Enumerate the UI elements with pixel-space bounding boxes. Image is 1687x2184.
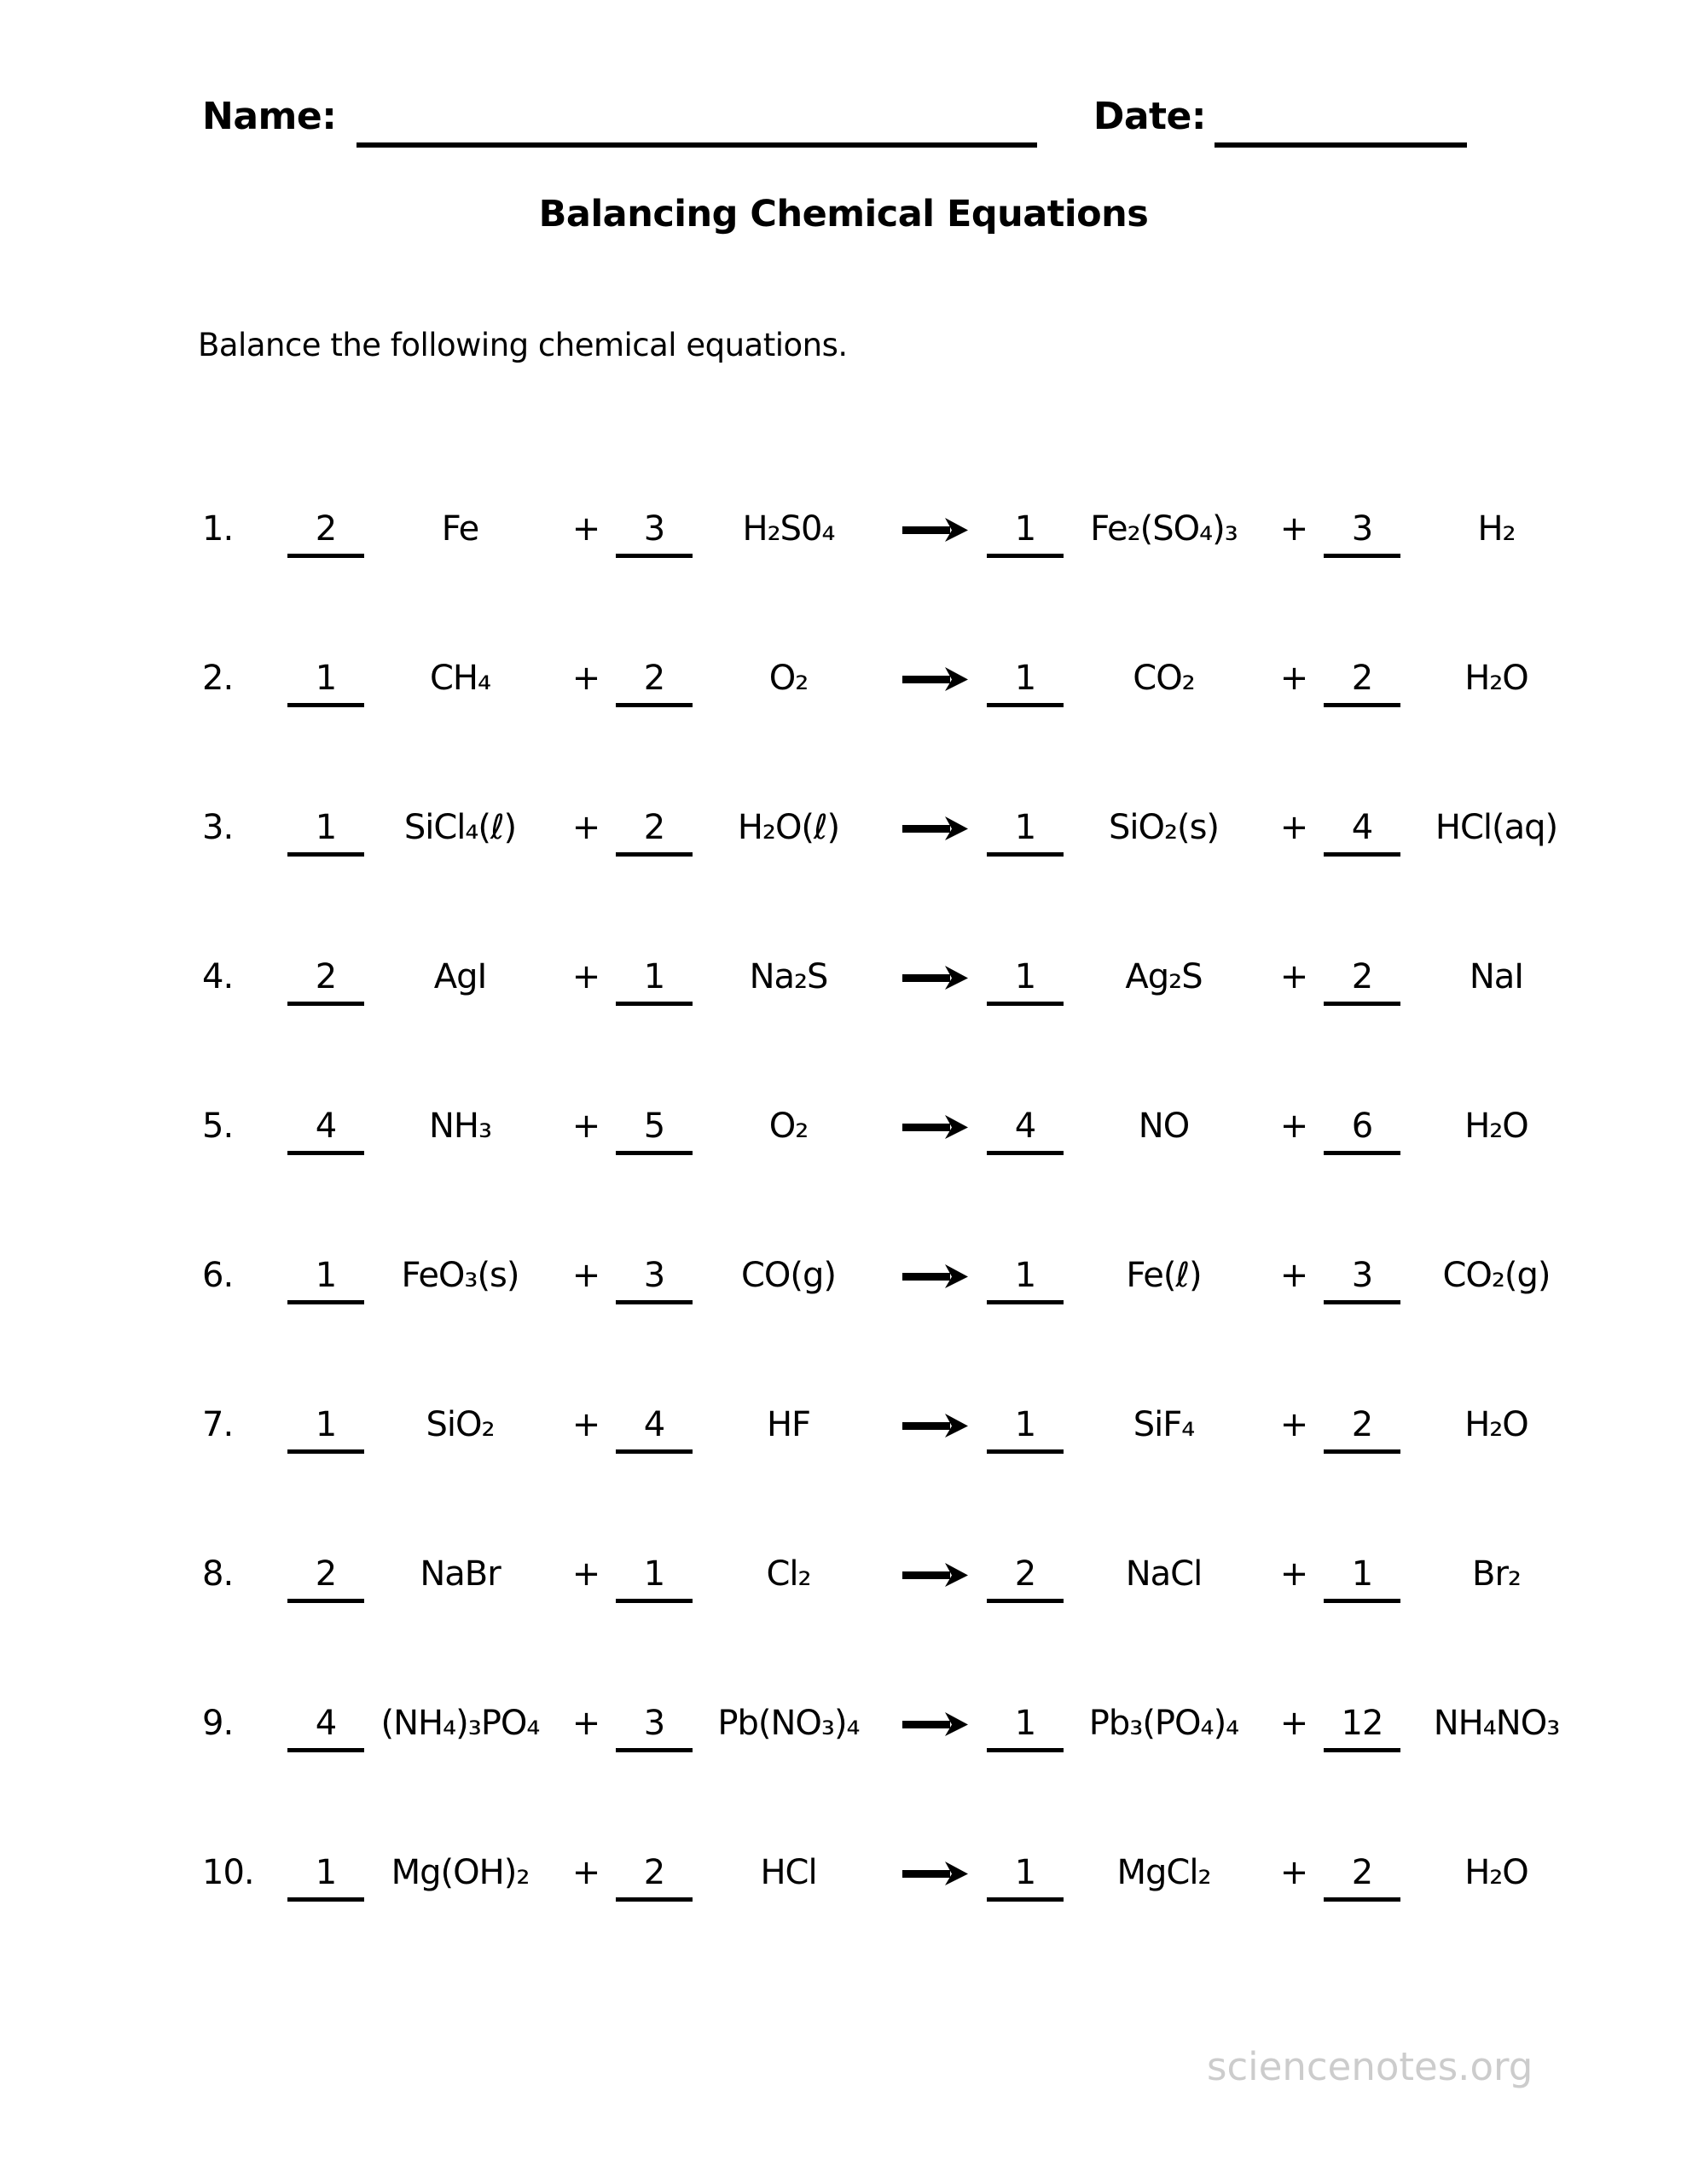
equations-list [202, 458, 1592, 1951]
reactant-formula: Fe [441, 509, 479, 549]
equation-row-4 [202, 906, 1592, 1055]
coefficient-blank: 12 [1324, 1704, 1400, 1752]
plus-sign: + [1279, 509, 1308, 549]
coefficient-blank: 1 [287, 1256, 364, 1304]
product-formula: SiF₄ [1133, 1405, 1195, 1444]
product-formula: H₂O [1464, 1107, 1528, 1146]
coefficient-blank: 1 [616, 1554, 693, 1603]
plus-sign: + [1279, 808, 1308, 847]
coefficient-blank: 1 [987, 659, 1064, 707]
coefficient-blank: 3 [616, 509, 693, 558]
reactant-formula: H₂O(ℓ) [737, 808, 840, 847]
coefficient-blank: 4 [287, 1704, 364, 1752]
coefficient-blank: 3 [616, 1704, 693, 1752]
right-arrow-icon [884, 957, 987, 996]
coefficient-blank: 2 [1324, 659, 1400, 707]
product-formula: SiO₂(s) [1108, 808, 1220, 847]
right-arrow-icon [884, 1405, 987, 1444]
right-arrow-icon [884, 1107, 987, 1146]
coefficient-blank: 6 [1324, 1107, 1400, 1155]
coefficient-blank: 2 [1324, 1405, 1400, 1454]
footer-watermark: sciencenotes.org [1207, 2044, 1533, 2089]
coefficient-blank: 4 [616, 1405, 693, 1454]
date-label: Date: [1093, 95, 1206, 138]
coefficient-blank: 2 [287, 957, 364, 1006]
equation-number: 8. [202, 1554, 234, 1594]
coefficient-blank: 1 [287, 1405, 364, 1454]
equation-row-9 [202, 1653, 1592, 1802]
coefficient-blank: 4 [287, 1107, 364, 1155]
equation-row-3 [202, 757, 1592, 906]
reactant-formula: CO(g) [740, 1256, 836, 1295]
coefficient-blank: 2 [1324, 1853, 1400, 1902]
reactant-formula: CH₄ [429, 659, 491, 698]
coefficient-blank: 1 [987, 509, 1064, 558]
coefficient-blank: 4 [987, 1107, 1064, 1155]
equation-row-6 [202, 1205, 1592, 1354]
equation-number: 5. [202, 1107, 234, 1146]
product-formula: H₂O [1464, 1853, 1528, 1892]
coefficient-blank: 2 [287, 1554, 364, 1603]
coefficient-blank: 2 [1324, 957, 1400, 1006]
reactant-formula: Na₂S [749, 957, 828, 996]
equation-row-7 [202, 1354, 1592, 1503]
equation-number: 4. [202, 957, 234, 996]
product-formula: H₂O [1464, 1405, 1528, 1444]
reactant-formula: HCl [760, 1853, 817, 1892]
product-formula: HCl(aq) [1435, 808, 1558, 847]
equation-number: 6. [202, 1256, 234, 1295]
reactant-formula: Mg(OH)₂ [391, 1853, 530, 1892]
reactant-formula: NaBr [420, 1554, 501, 1594]
coefficient-blank: 4 [1324, 808, 1400, 857]
plus-sign: + [571, 1853, 600, 1892]
right-arrow-icon [884, 1704, 987, 1743]
coefficient-blank: 2 [616, 808, 693, 857]
product-formula: Fe(ℓ) [1126, 1256, 1202, 1295]
right-arrow-icon [884, 509, 987, 549]
plus-sign: + [571, 1704, 600, 1743]
plus-sign: + [1279, 659, 1308, 698]
product-formula: CO₂(g) [1442, 1256, 1551, 1295]
product-formula: NO [1138, 1107, 1190, 1146]
reactant-formula: HF [766, 1405, 811, 1444]
plus-sign: + [571, 957, 600, 996]
reactant-formula: Pb(NO₃)₄ [717, 1704, 860, 1743]
coefficient-blank: 3 [1324, 509, 1400, 558]
reactant-formula: H₂S0₄ [742, 509, 835, 549]
product-formula: Ag₂S [1125, 957, 1203, 996]
plus-sign: + [571, 808, 600, 847]
product-formula: CO₂ [1133, 659, 1195, 698]
right-arrow-icon [884, 1554, 987, 1594]
coefficient-blank: 1 [287, 1853, 364, 1902]
coefficient-blank: 5 [616, 1107, 693, 1155]
plus-sign: + [571, 659, 600, 698]
product-formula: MgCl₂ [1116, 1853, 1211, 1892]
coefficient-blank: 1 [987, 1405, 1064, 1454]
coefficient-blank: 2 [616, 659, 693, 707]
coefficient-blank: 1 [987, 808, 1064, 857]
equation-number: 9. [202, 1704, 234, 1743]
coefficient-blank: 2 [987, 1554, 1064, 1603]
coefficient-blank: 1 [616, 957, 693, 1006]
plus-sign: + [1279, 957, 1308, 996]
right-arrow-icon [884, 1853, 987, 1892]
product-formula: NH₄NO₃ [1433, 1704, 1560, 1743]
plus-sign: + [1279, 1256, 1308, 1295]
equation-row-5 [202, 1055, 1592, 1205]
product-formula: Pb₃(PO₄)₄ [1088, 1704, 1239, 1743]
reactant-formula: SiO₂ [426, 1405, 495, 1444]
plus-sign: + [1279, 1554, 1308, 1594]
date-blank-line [1215, 136, 1467, 148]
equation-number: 7. [202, 1405, 234, 1444]
product-formula: Fe₂(SO₄)₃ [1090, 509, 1238, 549]
coefficient-blank: 1 [287, 659, 364, 707]
coefficient-blank: 1 [1324, 1554, 1400, 1603]
reactant-formula: NH₃ [428, 1107, 492, 1146]
instruction-text: Balance the following chemical equations. [198, 327, 848, 363]
product-formula: NaCl [1125, 1554, 1203, 1594]
equation-row-10 [202, 1802, 1592, 1951]
product-formula: H₂ [1477, 509, 1516, 549]
product-formula: NaI [1469, 957, 1524, 996]
equation-number: 1. [202, 509, 234, 549]
right-arrow-icon [884, 808, 987, 847]
product-formula: H₂O [1464, 659, 1528, 698]
plus-sign: + [1279, 1107, 1308, 1146]
header [202, 96, 1467, 137]
equation-number: 2. [202, 659, 234, 698]
page-title: Balancing Chemical Equations [538, 193, 1149, 235]
plus-sign: + [1279, 1405, 1308, 1444]
plus-sign: + [1279, 1704, 1308, 1743]
coefficient-blank: 2 [616, 1853, 693, 1902]
plus-sign: + [571, 1554, 600, 1594]
coefficient-blank: 1 [987, 957, 1064, 1006]
coefficient-blank: 1 [987, 1853, 1064, 1902]
equation-row-2 [202, 607, 1592, 757]
coefficient-blank: 1 [287, 808, 364, 857]
equation-row-8 [202, 1503, 1592, 1653]
plus-sign: + [571, 1256, 600, 1295]
right-arrow-icon [884, 1256, 987, 1295]
plus-sign: + [571, 1405, 600, 1444]
name-label: Name: [202, 95, 337, 138]
coefficient-blank: 2 [287, 509, 364, 558]
coefficient-blank: 1 [987, 1256, 1064, 1304]
right-arrow-icon [884, 659, 987, 698]
plus-sign: + [1279, 1853, 1308, 1892]
plus-sign: + [571, 509, 600, 549]
reactant-formula: AgI [433, 957, 487, 996]
product-formula: Br₂ [1472, 1554, 1521, 1594]
reactant-formula: O₂ [768, 1107, 809, 1146]
coefficient-blank: 1 [987, 1704, 1064, 1752]
reactant-formula: SiCl₄(ℓ) [403, 808, 517, 847]
name-blank-line [357, 136, 1037, 148]
coefficient-blank: 3 [616, 1256, 693, 1304]
equation-number: 3. [202, 808, 234, 847]
reactant-formula: (NH₄)₃PO₄ [380, 1704, 540, 1743]
reactant-formula: Cl₂ [766, 1554, 811, 1594]
coefficient-blank: 3 [1324, 1256, 1400, 1304]
reactant-formula: FeO₃(s) [401, 1256, 519, 1295]
equation-row-1 [202, 458, 1592, 607]
equation-number: 10. [202, 1853, 254, 1892]
reactant-formula: O₂ [768, 659, 809, 698]
plus-sign: + [571, 1107, 600, 1146]
